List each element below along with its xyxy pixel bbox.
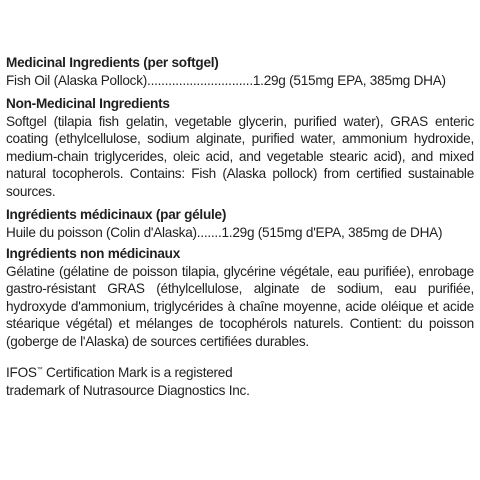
- ingredients-medicinaux-heading: Ingrédients médicinaux (par gélule): [6, 207, 227, 222]
- non-medicinal-ingredients-heading: Non-Medicinal Ingredients: [6, 96, 170, 111]
- trademark-line-1: [6, 364, 474, 382]
- ingredients-medicinaux-line: Huile du poisson (Colin d'Alaska).......1.29g (515mg d'EPA, 385mg de DHA): [6, 224, 443, 240]
- ifos-brand: IFOS: [6, 365, 37, 380]
- ingredients-non-medicinaux-heading: Ingrédients non médicinaux: [6, 246, 181, 261]
- trademark-line-2: trademark of Nutrasource Diagnostics Inc.: [6, 382, 250, 398]
- trademark-text-1: Certification Mark is a registered: [42, 365, 233, 380]
- non-medicinal-ingredients-text: Softgel (tilapia fish gelatin, vegetable glycerin, purified water), GRAS enteric coating (ethylcellulose, sodium alginate, purified water, ammonium hydroxide, medium-chain triglycerides, oleic acid, and vegetable stearic acid), and mixed natural tocopherols. Contains: Fish (Alaska pollock) from certified sustainable sources.: [6, 113, 474, 199]
- trademark-symbol: ™: [36, 367, 43, 373]
- medicinal-ingredients-heading: Medicinal Ingredients (per softgel): [6, 55, 219, 70]
- medicinal-ingredient-line: Fish Oil (Alaska Pollock)..............................1.29g (515mg EPA, 385mg DHA): [6, 72, 446, 88]
- ingredients-label: [6, 54, 474, 399]
- ingredients-non-medicinaux-text: Gélatine (gélatine de poisson tilapia, glycérine végétale, eau purifiée), enrobage gastro-résistant GRAS (éthylcellulose, alginate de sodium, eau purifiée, hydroxyde d'ammonium, triglycérides à chaîne moyenne, acide oléique et acide stéarique végétal) et mélanges de tocophérols naturels. Contient: du poisson (goberge de l'Alaska) de sources certifiées durables.: [6, 263, 474, 349]
